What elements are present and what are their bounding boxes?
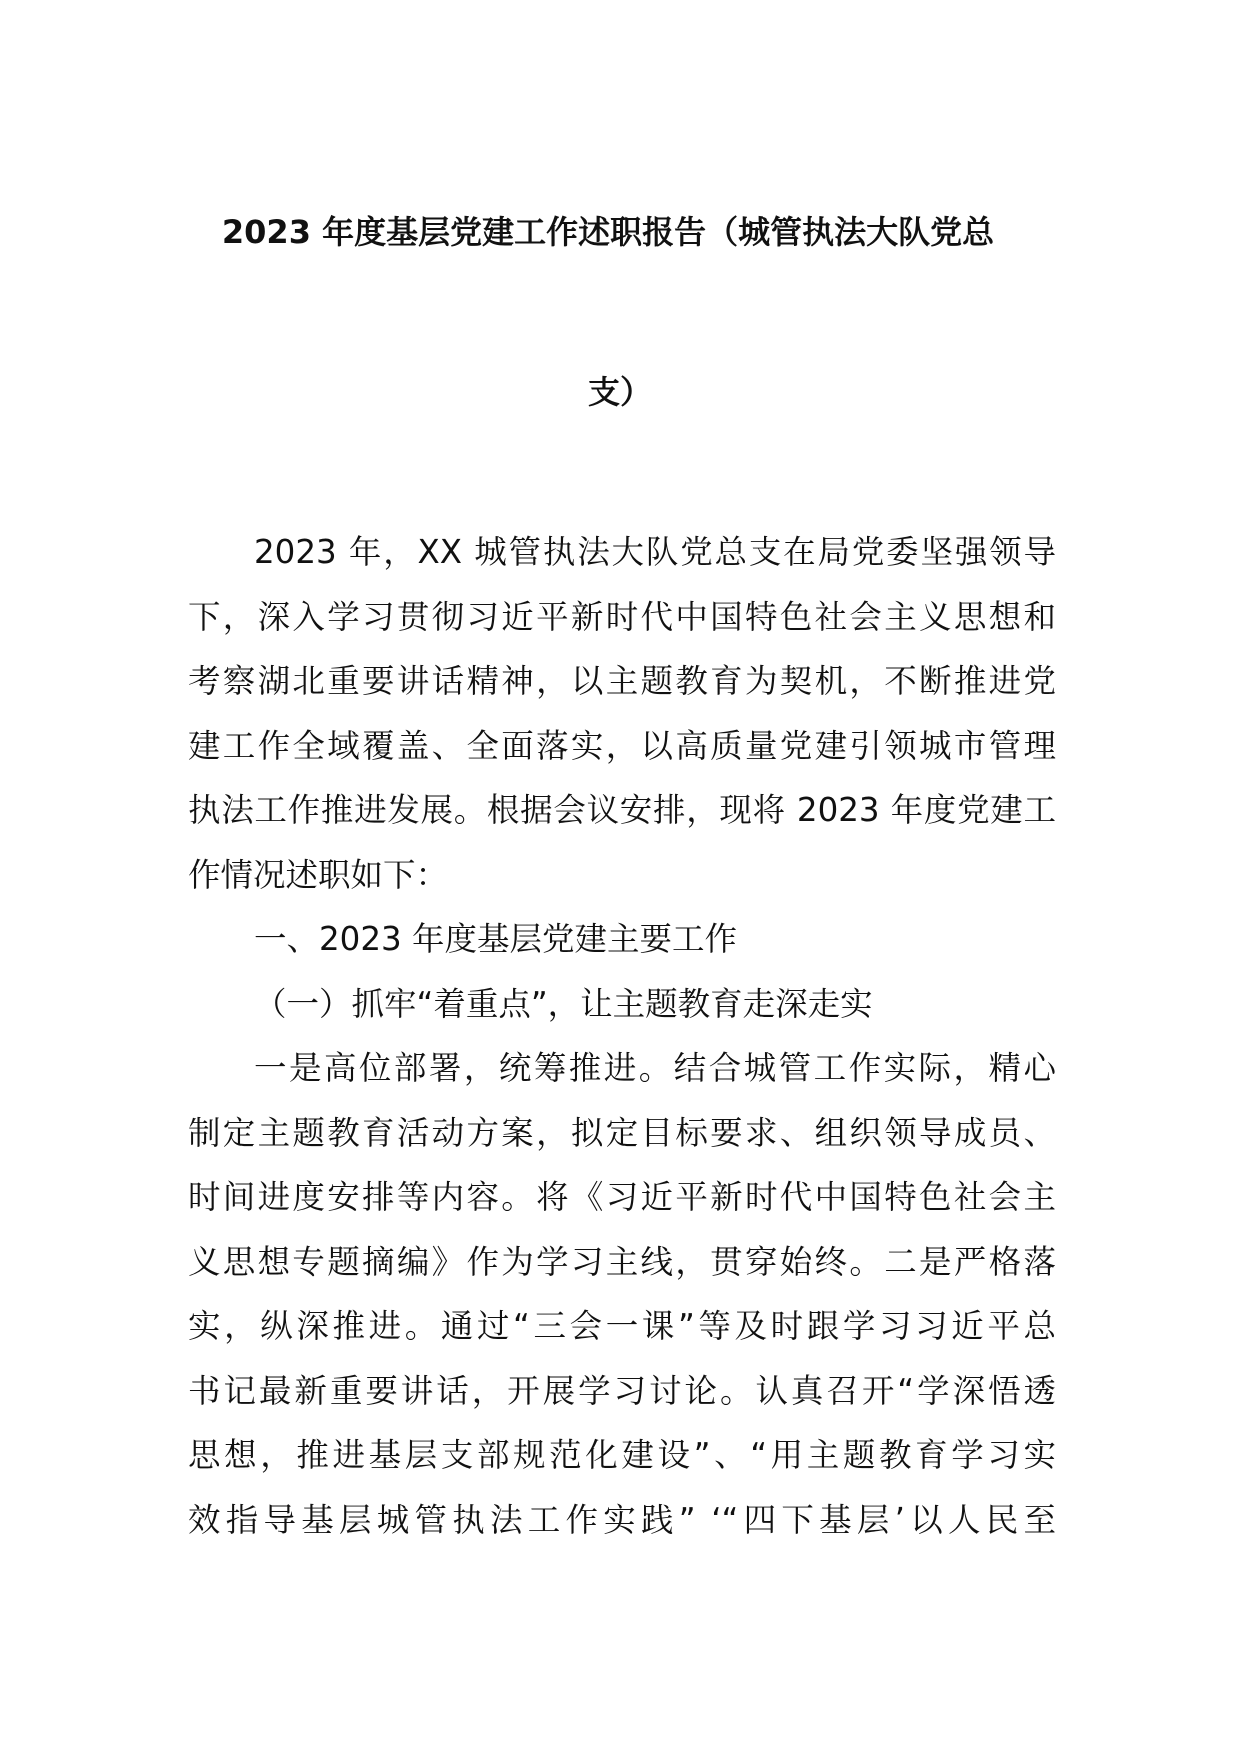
paragraph-line: 2023 年，XX 城管执法大队党总支在局党委坚强领导: [254, 533, 1056, 571]
paragraph-line: 效指导基层城管执法工作实践” ‘“四下基层’以人民至: [188, 1500, 1056, 1539]
paragraph-line: 建工作全域覆盖、全面落实，以高质量党建引领城市管理: [188, 726, 1056, 765]
paragraph-line: 书记最新重要讲话，开展学习讨论。认真召开“学深悟透: [188, 1371, 1056, 1410]
section-heading: 一、2023 年度基层党建主要工作: [254, 920, 738, 958]
document-title-line-1: 2023 年度基层党建工作述职报告（城管执法大队党总: [221, 213, 995, 251]
paragraph-line: 一是高位部署，统筹推进。结合城管工作实际，精心: [254, 1049, 1056, 1087]
paragraph-line: 下，深入学习贯彻习近平新时代中国特色社会主义思想和: [188, 597, 1056, 636]
subsection-heading: （一）抓牢“着重点”，让主题教育走深走实: [254, 984, 873, 1023]
paragraph-line: 制定主题教育活动方案，拟定目标要求、组织领导成员、: [188, 1113, 1056, 1152]
paragraph-line: 时间进度安排等内容。将《习近平新时代中国特色社会主: [188, 1178, 1056, 1216]
document-body: [188, 520, 1056, 1552]
paragraph-line: 考察湖北重要讲话精神，以主题教育为契机，不断推进党: [188, 662, 1056, 700]
paragraph-line: 思想，推进基层支部规范化建设”、“用主题教育学习实: [188, 1436, 1056, 1474]
paragraph-line: 作情况述职如下：: [188, 855, 449, 894]
paragraph-line: 义思想专题摘编》作为学习主线，贯穿始终。二是严格落: [188, 1242, 1056, 1281]
paragraph-line: 执法工作推进发展。根据会议安排，现将 2023 年度党建工: [188, 791, 1056, 829]
paragraph-line: 实，纵深推进。通过“三会一课”等及时跟学习习近平总: [188, 1307, 1056, 1345]
document-title-line-2: 支）: [587, 373, 652, 411]
